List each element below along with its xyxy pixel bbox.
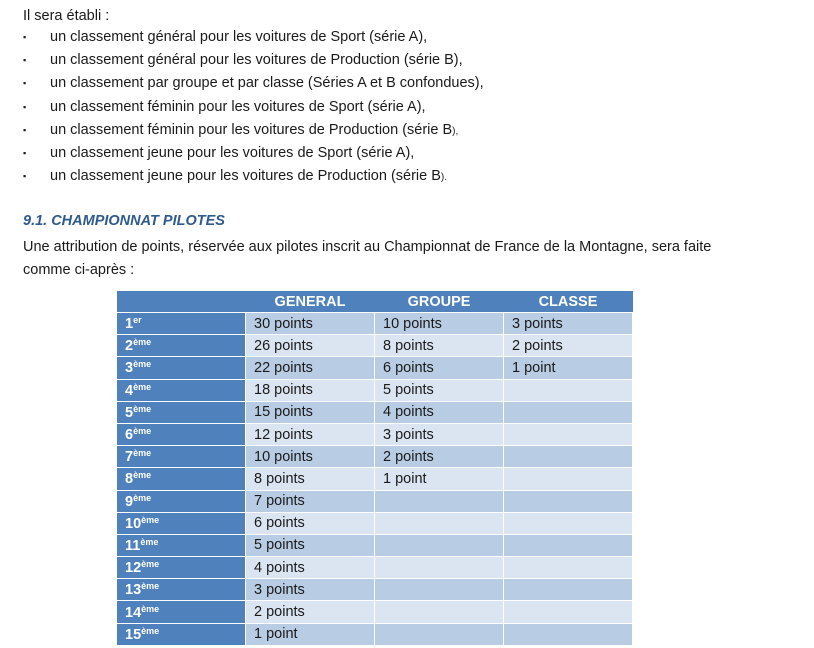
rank-number: 6 [125, 427, 134, 444]
table-row [117, 623, 633, 645]
rank-number: 14 [125, 604, 142, 621]
table-row [117, 468, 633, 490]
list-item-text [50, 50, 463, 72]
bullet-icon: ▪ [23, 78, 27, 89]
rank-suffix: ème [133, 337, 152, 348]
rank-number: 7 [125, 449, 134, 466]
rank-number: 1 [125, 316, 134, 333]
groupe-points-cell [375, 512, 504, 534]
table-row [117, 490, 633, 512]
table-row [117, 601, 633, 623]
list-item [23, 143, 484, 166]
points-paragraph: Une attribution de points, réservée aux pilotes inscrit au Championnat de France de la Montagne, sera faite comme ci-après : [23, 239, 712, 278]
groupe-points-cell: 4 points [375, 401, 504, 423]
groupe-points-cell: 8 points [375, 335, 504, 357]
general-points-cell: 22 points [246, 357, 375, 379]
groupe-points-cell: 6 points [375, 357, 504, 379]
rank-suffix: ème [140, 536, 159, 547]
points-table [116, 291, 633, 646]
groupe-points-cell: 2 points [375, 446, 504, 468]
general-points-cell: 18 points [246, 379, 375, 401]
rank-suffix: ème [141, 603, 160, 614]
rank-suffix: ème [141, 625, 160, 636]
rank-suffix: ème [133, 492, 152, 503]
rank-number: 3 [125, 360, 134, 377]
list-item-text [50, 120, 458, 142]
table-row [117, 446, 633, 468]
rank-cell [117, 379, 246, 401]
list-item-main-text: un classement par groupe et par classe (Séries A et B confondues), [50, 75, 484, 92]
general-points-cell: 6 points [246, 512, 375, 534]
rank-cell [117, 468, 246, 490]
list-item-main-text: un classement féminin pour les voitures de Production (série B [50, 121, 453, 138]
bullet-icon: ▪ [23, 124, 27, 135]
intro-text: Il sera établi : [23, 8, 110, 24]
list-item-main-text: un classement jeune pour les voitures de Sport (série A), [50, 144, 415, 161]
classe-points-cell [504, 579, 633, 601]
rank-suffix: ème [133, 470, 152, 481]
rank-suffix: ème [133, 381, 152, 392]
list-item [23, 73, 484, 96]
table-row [117, 579, 633, 601]
rank-cell [117, 534, 246, 556]
rank-number: 15 [125, 626, 142, 643]
rank-suffix: ème [133, 403, 152, 414]
table-row [117, 512, 633, 534]
rank-suffix: ème [133, 359, 152, 370]
list-item-text [50, 73, 484, 95]
groupe-points-cell [375, 623, 504, 645]
classe-points-cell [504, 490, 633, 512]
general-points-cell: 5 points [246, 534, 375, 556]
list-item-text [50, 166, 447, 188]
list-item [23, 50, 484, 73]
rank-suffix: er [133, 315, 142, 326]
bullet-icon: ▪ [23, 171, 27, 182]
list-item-main-text: un classement jeune pour les voitures de Production (série B [50, 168, 441, 185]
general-points-cell: 30 points [246, 313, 375, 335]
groupe-points-cell: 3 points [375, 423, 504, 445]
bullet-icon: ▪ [23, 32, 27, 42]
general-points-cell: 10 points [246, 446, 375, 468]
list-item-suffix: ), [452, 125, 459, 137]
list-item [23, 120, 484, 143]
rank-cell [117, 601, 246, 623]
rank-number: 5 [125, 404, 134, 421]
rank-cell [117, 623, 246, 645]
rank-suffix: ème [133, 448, 152, 459]
rank-cell [117, 401, 246, 423]
header-rank [117, 291, 246, 313]
list-item-text [50, 97, 426, 119]
classe-points-cell [504, 423, 633, 445]
table-row [117, 313, 633, 335]
classe-points-cell [504, 379, 633, 401]
rank-number: 8 [125, 471, 134, 488]
table-row [117, 534, 633, 556]
section-heading: 9.1. CHAMPIONNAT PILOTES [23, 213, 225, 229]
groupe-points-cell: 10 points [375, 313, 504, 335]
rank-cell [117, 335, 246, 357]
classe-points-cell [504, 446, 633, 468]
classe-points-cell [504, 623, 633, 645]
classe-points-cell: 3 points [504, 313, 633, 335]
table-header-row [117, 291, 633, 313]
general-points-cell: 3 points [246, 579, 375, 601]
general-points-cell: 8 points [246, 468, 375, 490]
rank-number: 10 [125, 515, 142, 532]
groupe-points-cell [375, 579, 504, 601]
table-row [117, 401, 633, 423]
header-general: GENERAL [246, 291, 375, 313]
groupe-points-cell [375, 601, 504, 623]
classe-points-cell [504, 534, 633, 556]
list-item-text [50, 143, 414, 165]
general-points-cell: 26 points [246, 335, 375, 357]
list-item [23, 97, 484, 120]
bullet-icon: ▪ [23, 147, 27, 158]
table-body [117, 313, 633, 646]
table-row [117, 335, 633, 357]
rank-number: 4 [125, 382, 134, 399]
rank-cell [117, 579, 246, 601]
general-points-cell: 4 points [246, 557, 375, 579]
general-points-cell: 1 point [246, 623, 375, 645]
classification-list [23, 27, 484, 189]
general-points-cell: 2 points [246, 601, 375, 623]
header-classe: CLASSE [504, 291, 633, 313]
rank-cell [117, 313, 246, 335]
rank-number: 13 [125, 582, 142, 599]
list-item-main-text: un classement général pour les voitures de Sport (série A), [50, 29, 428, 45]
rank-cell [117, 512, 246, 534]
list-item [23, 166, 484, 189]
classe-points-cell [504, 557, 633, 579]
classe-points-cell [504, 601, 633, 623]
rank-cell [117, 423, 246, 445]
classe-points-cell [504, 512, 633, 534]
table-row [117, 379, 633, 401]
rank-suffix: ème [133, 426, 152, 437]
table-row [117, 423, 633, 445]
rank-number: 2 [125, 338, 134, 355]
rank-number: 11 [125, 537, 141, 554]
classe-points-cell: 1 point [504, 357, 633, 379]
groupe-points-cell [375, 557, 504, 579]
rank-suffix: ème [141, 581, 160, 592]
rank-number: 9 [125, 493, 134, 510]
table-row [117, 357, 633, 379]
rank-number: 12 [125, 560, 142, 577]
general-points-cell: 7 points [246, 490, 375, 512]
list-item [23, 27, 484, 50]
groupe-points-cell [375, 534, 504, 556]
groupe-points-cell [375, 490, 504, 512]
bullet-icon: ▪ [23, 55, 27, 66]
classe-points-cell [504, 401, 633, 423]
table-row [117, 557, 633, 579]
list-item-text [50, 27, 427, 49]
general-points-cell: 15 points [246, 401, 375, 423]
general-points-cell: 12 points [246, 423, 375, 445]
rank-cell [117, 357, 246, 379]
header-groupe: GROUPE [375, 291, 504, 313]
classe-points-cell [504, 468, 633, 490]
groupe-points-cell: 1 point [375, 468, 504, 490]
list-item-suffix: ). [440, 172, 448, 184]
groupe-points-cell: 5 points [375, 379, 504, 401]
rank-cell [117, 490, 246, 512]
classe-points-cell: 2 points [504, 335, 633, 357]
rank-cell [117, 446, 246, 468]
bullet-icon: ▪ [23, 101, 27, 112]
list-item-main-text: un classement féminin pour les voitures de Sport (série A), [50, 98, 426, 115]
list-item-main-text: un classement général pour les voitures de Production (série B), [50, 52, 463, 69]
rank-suffix: ème [141, 514, 160, 525]
rank-suffix: ème [141, 559, 160, 570]
rank-cell [117, 557, 246, 579]
